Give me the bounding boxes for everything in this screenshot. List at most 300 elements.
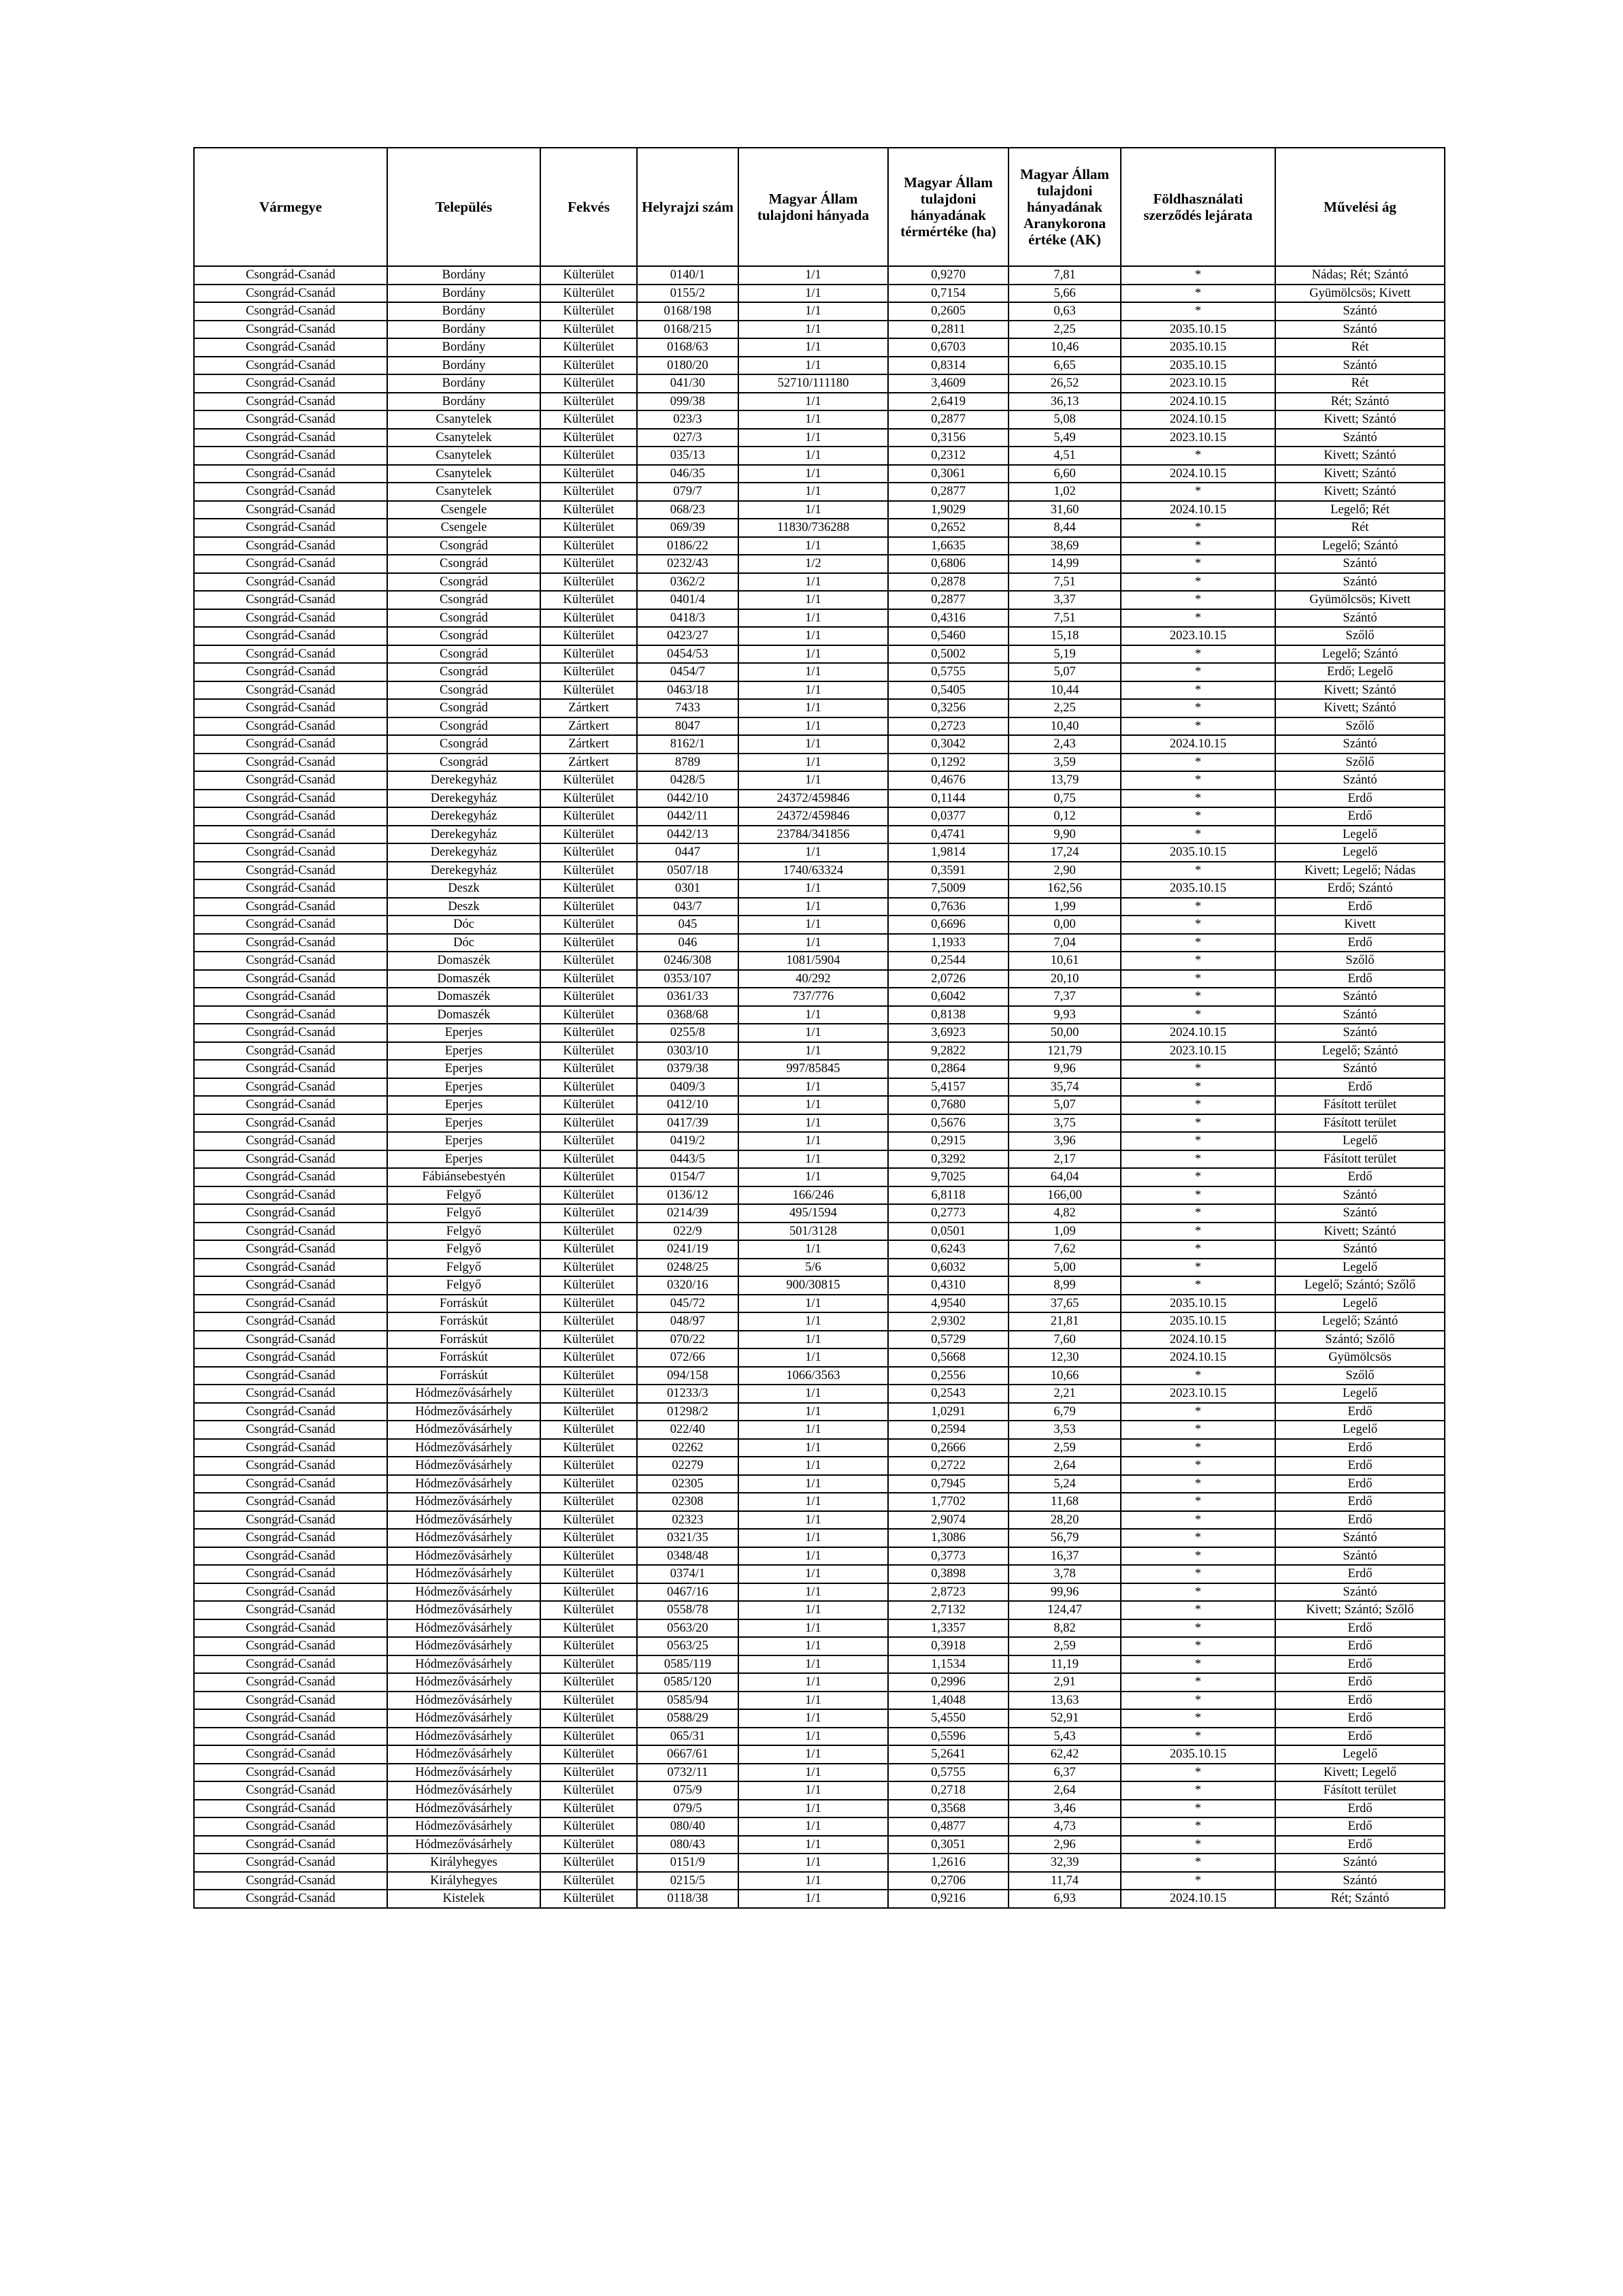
cell-fekves: Külterület [540, 1096, 637, 1114]
table-row [194, 537, 1445, 555]
cell-muvelesi-ag: Szántó [1275, 735, 1445, 754]
cell-szerzodes-lejarata: 2023.10.15 [1121, 1385, 1275, 1403]
cell-varmegye: Csongrád-Csanád [194, 537, 387, 555]
cell-helyrajzi-szam: 035/13 [637, 447, 738, 465]
cell-termertek: 0,2543 [888, 1385, 1009, 1403]
table-row [194, 591, 1445, 609]
cell-tulajdoni-hanyad: 1/1 [738, 1240, 888, 1259]
cell-fekves: Zártkert [540, 754, 637, 772]
cell-aranykorona: 6,65 [1009, 357, 1121, 375]
cell-muvelesi-ag: Fásított terület [1275, 1781, 1445, 1800]
cell-varmegye: Csongrád-Csanád [194, 699, 387, 717]
table-row [194, 1114, 1445, 1133]
cell-muvelesi-ag: Rét; Szántó [1275, 1890, 1445, 1908]
cell-tulajdoni-hanyad: 11830/736288 [738, 519, 888, 537]
cell-tulajdoni-hanyad: 1/1 [738, 429, 888, 447]
cell-tulajdoni-hanyad: 1/1 [738, 1457, 888, 1475]
cell-helyrajzi-szam: 0374/1 [637, 1565, 738, 1583]
cell-varmegye: Csongrád-Csanád [194, 1385, 387, 1403]
cell-szerzodes-lejarata: 2035.10.15 [1121, 879, 1275, 898]
cell-muvelesi-ag: Fásított terület [1275, 1096, 1445, 1114]
cell-aranykorona: 1,09 [1009, 1223, 1121, 1241]
cell-aranykorona: 4,82 [1009, 1204, 1121, 1223]
cell-termertek: 0,9216 [888, 1890, 1009, 1908]
cell-muvelesi-ag: Erdő [1275, 1078, 1445, 1097]
cell-muvelesi-ag: Szántó [1275, 429, 1445, 447]
table-row [194, 1709, 1445, 1728]
cell-aranykorona: 124,47 [1009, 1601, 1121, 1619]
cell-helyrajzi-szam: 068/23 [637, 501, 738, 519]
cell-tulajdoni-hanyad: 1/1 [738, 1295, 888, 1313]
cell-muvelesi-ag: Rét [1275, 519, 1445, 537]
cell-helyrajzi-szam: 02308 [637, 1493, 738, 1511]
cell-helyrajzi-szam: 0303/10 [637, 1042, 738, 1061]
cell-fekves: Külterület [540, 1295, 637, 1313]
cell-telepules: Domaszék [387, 1006, 540, 1024]
cell-szerzodes-lejarata: * [1121, 1781, 1275, 1800]
table-row [194, 717, 1445, 736]
cell-aranykorona: 7,62 [1009, 1240, 1121, 1259]
cell-fekves: Külterület [540, 357, 637, 375]
cell-szerzodes-lejarata: 2035.10.15 [1121, 1745, 1275, 1764]
cell-tulajdoni-hanyad: 1/1 [738, 1692, 888, 1710]
cell-helyrajzi-szam: 041/30 [637, 374, 738, 393]
cell-varmegye: Csongrád-Csanád [194, 681, 387, 700]
cell-telepules: Hódmezővásárhely [387, 1601, 540, 1619]
cell-helyrajzi-szam: 02279 [637, 1457, 738, 1475]
cell-muvelesi-ag: Fásított terület [1275, 1114, 1445, 1133]
cell-muvelesi-ag: Szántó [1275, 555, 1445, 573]
cell-szerzodes-lejarata: * [1121, 1619, 1275, 1638]
cell-szerzodes-lejarata: * [1121, 771, 1275, 790]
cell-helyrajzi-szam: 022/9 [637, 1223, 738, 1241]
cell-helyrajzi-szam: 02262 [637, 1439, 738, 1457]
cell-tulajdoni-hanyad: 1/1 [738, 663, 888, 681]
cell-szerzodes-lejarata: * [1121, 1457, 1275, 1475]
table-row [194, 807, 1445, 826]
cell-tulajdoni-hanyad: 1/1 [738, 447, 888, 465]
cell-muvelesi-ag: Erdő [1275, 1168, 1445, 1186]
cell-aranykorona: 9,93 [1009, 1006, 1121, 1024]
cell-aranykorona: 10,44 [1009, 681, 1121, 700]
table-row [194, 285, 1445, 303]
cell-termertek: 0,3292 [888, 1150, 1009, 1169]
cell-termertek: 0,0501 [888, 1223, 1009, 1241]
cell-muvelesi-ag: Szőlő [1275, 952, 1445, 970]
cell-helyrajzi-szam: 0418/3 [637, 609, 738, 628]
cell-muvelesi-ag: Erdő [1275, 1457, 1445, 1475]
table-row [194, 483, 1445, 501]
cell-aranykorona: 6,60 [1009, 465, 1121, 483]
cell-varmegye: Csongrád-Csanád [194, 1565, 387, 1583]
cell-tulajdoni-hanyad: 1081/5904 [738, 952, 888, 970]
cell-tulajdoni-hanyad: 1/1 [738, 1655, 888, 1674]
table-row [194, 1078, 1445, 1097]
cell-szerzodes-lejarata: * [1121, 1547, 1275, 1566]
cell-varmegye: Csongrád-Csanád [194, 1890, 387, 1908]
table-row [194, 862, 1445, 880]
cell-szerzodes-lejarata: * [1121, 1511, 1275, 1530]
cell-tulajdoni-hanyad: 900/30815 [738, 1276, 888, 1295]
cell-aranykorona: 37,65 [1009, 1295, 1121, 1313]
cell-varmegye: Csongrád-Csanád [194, 970, 387, 988]
cell-varmegye: Csongrád-Csanád [194, 1511, 387, 1530]
cell-termertek: 5,4157 [888, 1078, 1009, 1097]
cell-varmegye: Csongrád-Csanád [194, 1872, 387, 1890]
table-row [194, 1367, 1445, 1385]
cell-szerzodes-lejarata: * [1121, 699, 1275, 717]
cell-szerzodes-lejarata: * [1121, 1529, 1275, 1547]
table-row [194, 1042, 1445, 1061]
cell-tulajdoni-hanyad: 1/1 [738, 735, 888, 754]
cell-telepules: Hódmezővásárhely [387, 1781, 540, 1800]
cell-muvelesi-ag: Erdő [1275, 1673, 1445, 1692]
cell-termertek: 0,2877 [888, 591, 1009, 609]
cell-tulajdoni-hanyad: 23784/341856 [738, 826, 888, 844]
cell-muvelesi-ag: Szántó [1275, 1060, 1445, 1078]
cell-fekves: Külterület [540, 1764, 637, 1782]
cell-fekves: Külterület [540, 321, 637, 339]
cell-varmegye: Csongrád-Csanád [194, 1132, 387, 1150]
table-row [194, 1511, 1445, 1530]
cell-varmegye: Csongrád-Csanád [194, 609, 387, 628]
cell-tulajdoni-hanyad: 1740/63324 [738, 862, 888, 880]
cell-tulajdoni-hanyad: 1/1 [738, 1872, 888, 1890]
cell-fekves: Külterület [540, 663, 637, 681]
cell-szerzodes-lejarata: * [1121, 1637, 1275, 1655]
cell-szerzodes-lejarata: * [1121, 1709, 1275, 1728]
cell-termertek: 0,2811 [888, 321, 1009, 339]
cell-helyrajzi-szam: 0507/18 [637, 862, 738, 880]
table-row [194, 1150, 1445, 1169]
cell-fekves: Külterület [540, 879, 637, 898]
table-row [194, 1728, 1445, 1746]
cell-helyrajzi-szam: 0151/9 [637, 1854, 738, 1872]
cell-varmegye: Csongrád-Csanád [194, 591, 387, 609]
cell-tulajdoni-hanyad: 1/1 [738, 1890, 888, 1908]
cell-termertek: 7,5009 [888, 879, 1009, 898]
table-row [194, 609, 1445, 628]
cell-termertek: 2,9302 [888, 1312, 1009, 1331]
cell-fekves: Külterület [540, 1132, 637, 1150]
cell-telepules: Hódmezővásárhely [387, 1583, 540, 1602]
cell-helyrajzi-szam: 0442/11 [637, 807, 738, 826]
cell-tulajdoni-hanyad: 1/1 [738, 1439, 888, 1457]
cell-muvelesi-ag: Szőlő [1275, 754, 1445, 772]
cell-fekves: Külterület [540, 1475, 637, 1493]
cell-varmegye: Csongrád-Csanád [194, 735, 387, 754]
cell-termertek: 0,4741 [888, 826, 1009, 844]
cell-varmegye: Csongrád-Csanád [194, 843, 387, 862]
cell-telepules: Forráskút [387, 1367, 540, 1385]
cell-termertek: 5,4550 [888, 1709, 1009, 1728]
cell-telepules: Domaszék [387, 952, 540, 970]
cell-aranykorona: 10,66 [1009, 1367, 1121, 1385]
cell-muvelesi-ag: Szántó; Szőlő [1275, 1331, 1445, 1349]
cell-aranykorona: 5,00 [1009, 1259, 1121, 1277]
cell-helyrajzi-szam: 0362/2 [637, 573, 738, 592]
cell-helyrajzi-szam: 02323 [637, 1511, 738, 1530]
cell-telepules: Hódmezővásárhely [387, 1692, 540, 1710]
cell-muvelesi-ag: Rét; Szántó [1275, 393, 1445, 411]
cell-helyrajzi-szam: 0454/7 [637, 663, 738, 681]
cell-helyrajzi-szam: 0214/39 [637, 1204, 738, 1223]
cell-szerzodes-lejarata: * [1121, 1764, 1275, 1782]
cell-aranykorona: 16,37 [1009, 1547, 1121, 1566]
cell-telepules: Csanytelek [387, 483, 540, 501]
cell-muvelesi-ag: Gyümölcsös; Kivett [1275, 285, 1445, 303]
cell-aranykorona: 0,12 [1009, 807, 1121, 826]
cell-szerzodes-lejarata: 2035.10.15 [1121, 321, 1275, 339]
cell-muvelesi-ag: Erdő [1275, 1637, 1445, 1655]
cell-tulajdoni-hanyad: 1/1 [738, 1800, 888, 1818]
cell-helyrajzi-szam: 0585/119 [637, 1655, 738, 1674]
cell-aranykorona: 5,43 [1009, 1728, 1121, 1746]
cell-szerzodes-lejarata: * [1121, 483, 1275, 501]
cell-varmegye: Csongrád-Csanád [194, 266, 387, 285]
cell-varmegye: Csongrád-Csanád [194, 862, 387, 880]
header-col-muvelesi-ag: Művelési ág [1275, 148, 1445, 266]
cell-tulajdoni-hanyad: 1066/3563 [738, 1367, 888, 1385]
cell-fekves: Külterület [540, 609, 637, 628]
cell-termertek: 3,6923 [888, 1024, 1009, 1042]
cell-telepules: Kistelek [387, 1890, 540, 1908]
cell-szerzodes-lejarata: * [1121, 1240, 1275, 1259]
cell-helyrajzi-szam: 0732/11 [637, 1764, 738, 1782]
cell-helyrajzi-szam: 0301 [637, 879, 738, 898]
cell-szerzodes-lejarata: 2035.10.15 [1121, 338, 1275, 357]
cell-fekves: Külterület [540, 1836, 637, 1854]
cell-szerzodes-lejarata: * [1121, 898, 1275, 916]
cell-telepules: Eperjes [387, 1114, 540, 1133]
cell-tulajdoni-hanyad: 1/1 [738, 1421, 888, 1439]
cell-varmegye: Csongrád-Csanád [194, 1836, 387, 1854]
cell-varmegye: Csongrád-Csanád [194, 988, 387, 1006]
cell-szerzodes-lejarata: 2023.10.15 [1121, 374, 1275, 393]
cell-telepules: Bordány [387, 266, 540, 285]
cell-varmegye: Csongrád-Csanád [194, 1060, 387, 1078]
cell-fekves: Külterület [540, 862, 637, 880]
cell-telepules: Forráskút [387, 1348, 540, 1367]
cell-tulajdoni-hanyad: 1/1 [738, 1709, 888, 1728]
cell-telepules: Hódmezővásárhely [387, 1637, 540, 1655]
cell-telepules: Felgyő [387, 1204, 540, 1223]
cell-muvelesi-ag: Erdő; Legelő [1275, 663, 1445, 681]
cell-tulajdoni-hanyad: 1/1 [738, 1331, 888, 1349]
cell-termertek: 0,3256 [888, 699, 1009, 717]
cell-varmegye: Csongrád-Csanád [194, 1655, 387, 1674]
cell-tulajdoni-hanyad: 737/776 [738, 988, 888, 1006]
cell-muvelesi-ag: Szántó [1275, 988, 1445, 1006]
cell-varmegye: Csongrád-Csanád [194, 916, 387, 934]
cell-muvelesi-ag: Erdő [1275, 1511, 1445, 1530]
cell-termertek: 0,7680 [888, 1096, 1009, 1114]
cell-tulajdoni-hanyad: 1/1 [738, 1114, 888, 1133]
cell-telepules: Bordány [387, 285, 540, 303]
cell-telepules: Hódmezővásárhely [387, 1529, 540, 1547]
cell-muvelesi-ag: Kivett; Szántó [1275, 681, 1445, 700]
table-row [194, 1817, 1445, 1836]
cell-aranykorona: 26,52 [1009, 374, 1121, 393]
cell-aranykorona: 9,96 [1009, 1060, 1121, 1078]
cell-aranykorona: 10,61 [1009, 952, 1121, 970]
cell-telepules: Bordány [387, 357, 540, 375]
table-row [194, 1006, 1445, 1024]
cell-fekves: Külterület [540, 1872, 637, 1890]
cell-termertek: 0,2556 [888, 1367, 1009, 1385]
cell-tulajdoni-hanyad: 1/1 [738, 934, 888, 952]
cell-fekves: Külterület [540, 1817, 637, 1836]
cell-varmegye: Csongrád-Csanád [194, 1637, 387, 1655]
cell-aranykorona: 8,82 [1009, 1619, 1121, 1638]
table-row [194, 1854, 1445, 1872]
header-col-termertek: Magyar Állam tulajdoni hányadának térmértéke (ha) [888, 148, 1009, 266]
cell-fekves: Külterület [540, 465, 637, 483]
cell-helyrajzi-szam: 045 [637, 916, 738, 934]
cell-helyrajzi-szam: 0241/19 [637, 1240, 738, 1259]
table-row [194, 663, 1445, 681]
cell-fekves: Külterület [540, 1619, 637, 1638]
cell-termertek: 1,3357 [888, 1619, 1009, 1638]
cell-muvelesi-ag: Rét [1275, 374, 1445, 393]
cell-muvelesi-ag: Kivett; Szántó; Szőlő [1275, 1601, 1445, 1619]
cell-telepules: Csongrád [387, 681, 540, 700]
table-row [194, 1872, 1445, 1890]
cell-helyrajzi-szam: 046/35 [637, 465, 738, 483]
cell-helyrajzi-szam: 02305 [637, 1475, 738, 1493]
cell-aranykorona: 35,74 [1009, 1078, 1121, 1097]
table-row [194, 1637, 1445, 1655]
cell-tulajdoni-hanyad: 1/1 [738, 771, 888, 790]
cell-fekves: Külterület [540, 916, 637, 934]
cell-termertek: 4,9540 [888, 1295, 1009, 1313]
cell-varmegye: Csongrád-Csanád [194, 1276, 387, 1295]
cell-aranykorona: 28,20 [1009, 1511, 1121, 1530]
cell-tulajdoni-hanyad: 1/1 [738, 754, 888, 772]
cell-helyrajzi-szam: 0463/18 [637, 681, 738, 700]
cell-varmegye: Csongrád-Csanád [194, 1024, 387, 1042]
cell-fekves: Külterület [540, 1168, 637, 1186]
cell-helyrajzi-szam: 0379/38 [637, 1060, 738, 1078]
cell-muvelesi-ag: Kivett; Legelő [1275, 1764, 1445, 1782]
cell-fekves: Külterület [540, 988, 637, 1006]
cell-muvelesi-ag: Kivett; Szántó [1275, 410, 1445, 429]
cell-muvelesi-ag: Szőlő [1275, 627, 1445, 645]
cell-tulajdoni-hanyad: 1/1 [738, 1348, 888, 1367]
cell-tulajdoni-hanyad: 1/1 [738, 916, 888, 934]
cell-varmegye: Csongrád-Csanád [194, 1331, 387, 1349]
cell-aranykorona: 13,63 [1009, 1692, 1121, 1710]
cell-szerzodes-lejarata: * [1121, 1800, 1275, 1818]
cell-tulajdoni-hanyad: 1/1 [738, 1764, 888, 1782]
cell-fekves: Külterület [540, 573, 637, 592]
cell-fekves: Külterület [540, 1024, 637, 1042]
cell-muvelesi-ag: Legelő [1275, 843, 1445, 862]
table-row [194, 879, 1445, 898]
cell-termertek: 0,3051 [888, 1836, 1009, 1854]
cell-muvelesi-ag: Szőlő [1275, 717, 1445, 736]
cell-varmegye: Csongrád-Csanád [194, 465, 387, 483]
cell-telepules: Csanytelek [387, 447, 540, 465]
cell-termertek: 0,3898 [888, 1565, 1009, 1583]
cell-fekves: Külterület [540, 1403, 637, 1421]
cell-muvelesi-ag: Szántó [1275, 1006, 1445, 1024]
table-row [194, 754, 1445, 772]
cell-aranykorona: 31,60 [1009, 501, 1121, 519]
cell-telepules: Domaszék [387, 988, 540, 1006]
cell-telepules: Eperjes [387, 1132, 540, 1150]
cell-helyrajzi-szam: 080/40 [637, 1817, 738, 1836]
cell-tulajdoni-hanyad: 1/1 [738, 501, 888, 519]
cell-helyrajzi-szam: 0321/35 [637, 1529, 738, 1547]
cell-szerzodes-lejarata: * [1121, 1186, 1275, 1205]
cell-tulajdoni-hanyad: 1/1 [738, 537, 888, 555]
cell-aranykorona: 38,69 [1009, 537, 1121, 555]
cell-fekves: Külterület [540, 1240, 637, 1259]
cell-tulajdoni-hanyad: 1/1 [738, 898, 888, 916]
cell-tulajdoni-hanyad: 1/1 [738, 645, 888, 664]
cell-termertek: 0,2718 [888, 1781, 1009, 1800]
cell-fekves: Külterület [540, 807, 637, 826]
cell-szerzodes-lejarata: * [1121, 1204, 1275, 1223]
cell-varmegye: Csongrád-Csanád [194, 1078, 387, 1097]
cell-termertek: 0,4676 [888, 771, 1009, 790]
cell-varmegye: Csongrád-Csanád [194, 1168, 387, 1186]
cell-aranykorona: 2,21 [1009, 1385, 1121, 1403]
header-col-varmegye: Vármegye [194, 148, 387, 266]
table-row [194, 1836, 1445, 1854]
cell-helyrajzi-szam: 099/38 [637, 393, 738, 411]
table-row [194, 699, 1445, 717]
table-row [194, 1186, 1445, 1205]
table-row [194, 1204, 1445, 1223]
table-row [194, 1295, 1445, 1313]
cell-termertek: 0,6703 [888, 338, 1009, 357]
cell-fekves: Külterület [540, 1457, 637, 1475]
cell-helyrajzi-szam: 0558/78 [637, 1601, 738, 1619]
cell-helyrajzi-szam: 0454/53 [637, 645, 738, 664]
cell-muvelesi-ag: Erdő [1275, 1728, 1445, 1746]
cell-termertek: 0,6696 [888, 916, 1009, 934]
cell-helyrajzi-szam: 7433 [637, 699, 738, 717]
table-row [194, 771, 1445, 790]
cell-aranykorona: 0,75 [1009, 790, 1121, 808]
cell-varmegye: Csongrád-Csanád [194, 1493, 387, 1511]
cell-aranykorona: 11,68 [1009, 1493, 1121, 1511]
cell-fekves: Külterület [540, 826, 637, 844]
table-row [194, 1439, 1445, 1457]
cell-muvelesi-ag: Erdő [1275, 807, 1445, 826]
cell-tulajdoni-hanyad: 1/1 [738, 1385, 888, 1403]
table-row [194, 1547, 1445, 1566]
cell-szerzodes-lejarata: 2035.10.15 [1121, 843, 1275, 862]
cell-muvelesi-ag: Legelő [1275, 1745, 1445, 1764]
cell-aranykorona: 1,02 [1009, 483, 1121, 501]
cell-termertek: 0,2605 [888, 302, 1009, 321]
cell-varmegye: Csongrád-Csanád [194, 790, 387, 808]
cell-telepules: Felgyő [387, 1186, 540, 1205]
cell-fekves: Külterület [540, 1709, 637, 1728]
cell-tulajdoni-hanyad: 1/1 [738, 1745, 888, 1764]
cell-aranykorona: 62,42 [1009, 1745, 1121, 1764]
cell-szerzodes-lejarata: 2023.10.15 [1121, 429, 1275, 447]
cell-telepules: Csongrád [387, 591, 540, 609]
cell-varmegye: Csongrád-Csanád [194, 1204, 387, 1223]
cell-szerzodes-lejarata: * [1121, 591, 1275, 609]
cell-szerzodes-lejarata: * [1121, 1223, 1275, 1241]
cell-szerzodes-lejarata: * [1121, 1132, 1275, 1150]
cell-fekves: Külterület [540, 1385, 637, 1403]
